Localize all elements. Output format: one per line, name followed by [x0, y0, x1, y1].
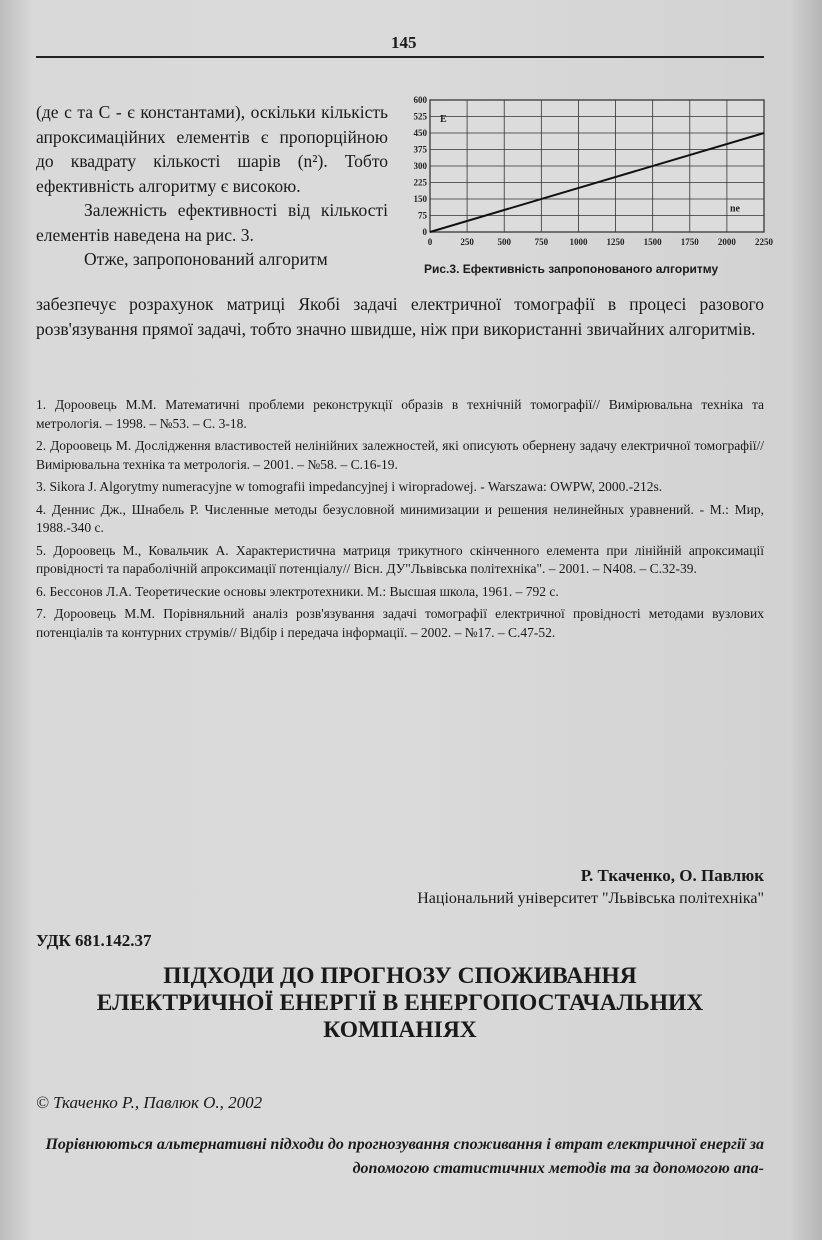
reference-item: 1. Дороовець М.М. Математичні проблеми реконструкції образів в технічній томографії// Вимірювальна техніка та метрологія. – 1998. – №53. – С. 3-18.: [36, 397, 764, 431]
x-tick-label: 1250: [606, 237, 625, 247]
figure-caption: Рис.3. Ефективність запропонованого алгоритму: [424, 262, 719, 276]
authors: Р. Ткаченко, О. Павлюк: [580, 866, 764, 885]
intro-paragraph-3: Отже, запропонований алгоритм: [84, 249, 328, 269]
efficiency-chart: [398, 94, 773, 260]
intro-paragraph-1: (де c та C - є константами), оскільки кількість апроксимаційних елементів є пропорційною до квадрату кількості шарів (n²). Тобто ефективність алгоритму є високою.: [36, 102, 388, 196]
intro-column: [36, 100, 388, 272]
x-tick-label: 750: [534, 237, 549, 247]
y-axis-label: E: [440, 114, 447, 125]
y-tick-label: 600: [413, 95, 427, 105]
reference-item: 3. Sikora J. Algorytmy numeracyjne w tomografii impedancyjnej i wiropradowej. - Warszawa: OWPW, 2000.-212s.: [36, 479, 663, 494]
header-rule: [36, 56, 764, 58]
title-line: ЕЛЕКТРИЧНОЇ ЕНЕРГІЇ В ЕНЕРГОПОСТАЧАЛЬНИХ: [96, 990, 704, 1016]
y-tick-label: 75: [418, 210, 427, 221]
reference-item: 6. Бессонов Л.А. Теоретические основы электротехники. М.: Высшая школа, 1961. – 792 с.: [36, 583, 559, 599]
y-tick-label: 525: [413, 111, 427, 122]
x-tick-label: 1000: [569, 237, 588, 247]
y-tick-label: 225: [413, 177, 427, 188]
intro-paragraph-2: Залежність ефективності від кількості елементів наведена на рис. 3.: [36, 200, 388, 245]
references-list: [36, 396, 764, 646]
reference-item: 5. Дороовець М., Ковальчик А. Характеристична матриця трикутного скінченного елемента при лінійній апроксимації провідності та параболічній апроксимації потенціалу// Вісн. ДУ"Львівська політехніка". – 2001. – N408. – С.32-39.: [36, 542, 764, 576]
x-tick-label: 2250: [755, 237, 773, 247]
x-tick-label: 500: [497, 237, 511, 247]
x-tick-label: 0: [427, 237, 433, 247]
y-tick-label: 375: [413, 144, 427, 155]
x-tick-label: 1500: [643, 237, 662, 247]
page-number: 145: [391, 33, 417, 52]
title-line: ПІДХОДИ ДО ПРОГНОЗУ СПОЖИВАННЯ: [163, 963, 637, 989]
affiliation: Національний університет "Львівська політехніка": [417, 890, 764, 907]
reference-item: 2. Дороовець М. Дослідження властивостей нелінійних залежностей, які описують обернену задачу електричної томографії// Вимірювальна техніка та метрологія. – 2001. – №58. – С.16-19.: [36, 438, 764, 472]
udk-code: УДК 681.142.37: [36, 931, 152, 950]
x-tick-label: 2000: [717, 237, 736, 247]
x-tick-label: 1750: [680, 237, 699, 247]
y-tick-label: 450: [413, 128, 427, 138]
title-line: КОМПАНІЯХ: [323, 1017, 477, 1043]
copyright-line: © Ткаченко Р., Павлюк О., 2002: [36, 1093, 263, 1112]
continuation-paragraph: забезпечує розрахунок матриці Якобі задачі електричної томографії в процесі разового розв'язування прямої задачі, тобто значно швидше, ніж при використанні звичайних алгоритмів.: [36, 294, 764, 339]
article-title: [30, 963, 770, 1044]
x-tick-label: 250: [460, 237, 474, 247]
abstract-text: Порівнюються альтернативні підходи до прогнозування споживання і втрат електричної енергії за допомогою статистичних методів та за допомогою апа-: [45, 1136, 764, 1177]
y-tick-label: 0: [422, 227, 427, 237]
x-axis-label: ne: [730, 203, 740, 215]
y-tick-label: 300: [413, 161, 427, 171]
y-tick-label: 150: [413, 194, 427, 204]
reference-item: 4. Деннис Дж., Шнабель Р. Численные методы безусловной минимизации и решения нелинейных уравнений. - М.: Мир, 1988.-340 с.: [36, 501, 764, 535]
reference-item: 7. Дороовець М.М. Порівняльний аналіз розв'язування задачі томографії електричної провідності методами вузлових потенціалів та контурних струмів// Відбір і передача інформації. – 2002. – №17. – С.47-52.: [36, 606, 764, 640]
